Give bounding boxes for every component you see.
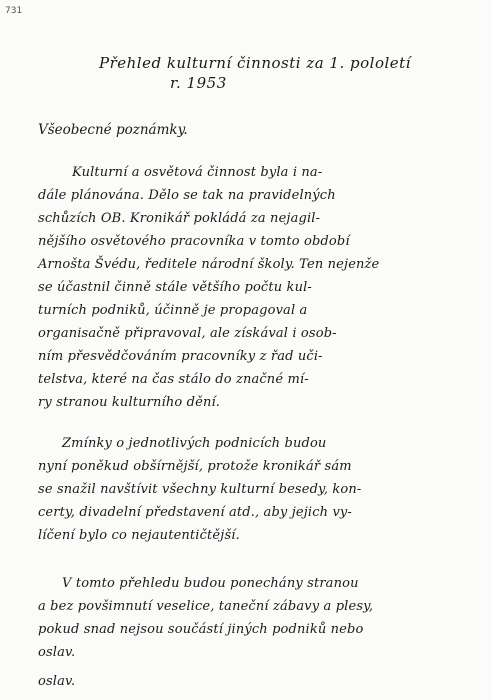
text-line: ry stranou kulturního dění. bbox=[38, 395, 221, 410]
page-number: 731 bbox=[5, 6, 23, 16]
text-line: oslav. bbox=[38, 645, 76, 660]
text-line: certy, divadelní představení atd., aby jejich vy- bbox=[38, 505, 352, 520]
text-line: a bez povšimnutí veselice, taneční zábavy a plesy, bbox=[38, 599, 374, 614]
text-line: Arnošta Švédu, ředitele národní školy. Ten nejenže bbox=[38, 257, 380, 272]
page-title-year: r. 1953 bbox=[170, 74, 227, 92]
text-line: turních podniků, účinně je propagoval a bbox=[38, 303, 308, 318]
section-heading: Všeobecné poznámky. bbox=[38, 122, 188, 138]
text-line: se účastnil činně stále většího počtu kul- bbox=[38, 280, 312, 295]
text-line: telstva, které na čas stálo do značné mí- bbox=[38, 372, 309, 387]
text-line: nyní poněkud obšírnější, protože kronikář sám bbox=[38, 459, 352, 474]
text-line: Zmínky o jednotlivých podnicích budou bbox=[62, 436, 327, 451]
text-line: líčení bylo co nejautentičtější. bbox=[38, 528, 240, 543]
text-line: oslav. bbox=[38, 674, 76, 689]
text-line: schůzích OB. Kronikář pokládá za nejagil- bbox=[38, 211, 321, 226]
text-line: dále plánována. Dělo se tak na pravidelných bbox=[38, 188, 336, 203]
text-line: se snažil navštívit všechny kulturní besedy, kon- bbox=[38, 482, 362, 497]
text-line: Kulturní a osvětová činnost byla i na- bbox=[72, 165, 323, 180]
text-line: ním přesvědčováním pracovníky z řad uči- bbox=[38, 349, 323, 364]
text-line: pokud snad nejsou součástí jiných podniků nebo bbox=[38, 622, 364, 637]
text-line: organisačně připravoval, ale získával i osob- bbox=[38, 326, 337, 341]
text-line: nějšího osvětového pracovníka v tomto období bbox=[38, 234, 350, 249]
text-line: V tomto přehledu budou ponechány stranou bbox=[62, 576, 359, 591]
page-title: Přehled kulturní činnosti za 1. pololetí bbox=[99, 54, 411, 72]
